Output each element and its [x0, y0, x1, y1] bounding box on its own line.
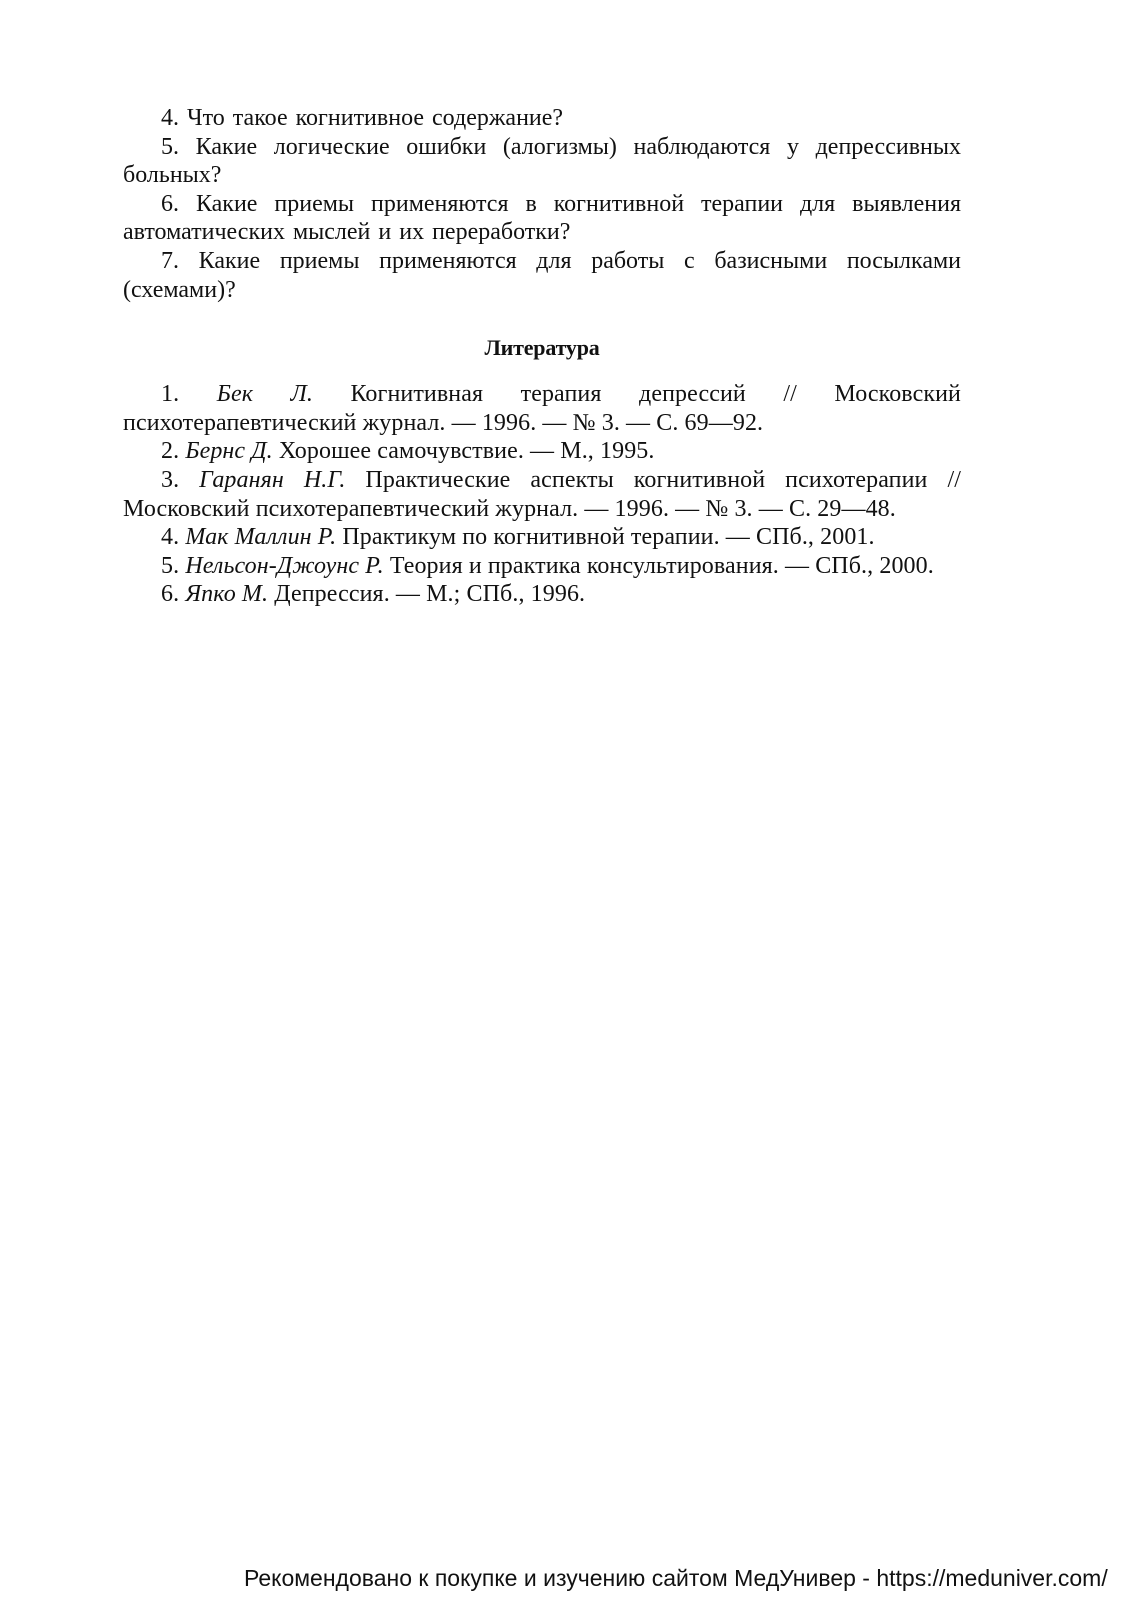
reference-author: Нельсон-Джоунс Р.	[185, 552, 384, 579]
literature-list	[123, 380, 961, 609]
question-number: 5.	[161, 133, 179, 160]
question-text: Какие логические ошибки (алогизмы) наблюдаются у депрессивных больных?	[123, 133, 962, 189]
reference-text: Хорошее самочувствие. — М., 1995.	[278, 438, 655, 465]
reference-number: 5.	[161, 552, 180, 579]
reference-item	[123, 523, 961, 552]
question-item	[123, 133, 961, 190]
reference-text: Теория и практика консультирования. — СПб., 2000.	[389, 552, 934, 579]
question-item	[123, 247, 961, 304]
reference-item	[123, 437, 961, 466]
question-number: 4.	[161, 105, 179, 131]
reference-text: Когнитивная терапия депрессий // Московский психотерапевтический журнал. — 1996. — № 3. — С. 69—92.	[123, 381, 961, 436]
reference-author: Мак Маллин Р.	[185, 524, 337, 551]
reference-author: Япко М.	[185, 581, 269, 608]
question-item	[123, 104, 961, 133]
question-number: 6.	[161, 190, 179, 217]
reference-author: Бернс Д.	[185, 438, 273, 465]
footer-recommendation: Рекомендовано к покупке и изучению сайтом МедУнивер - https://meduniver.com/	[244, 1565, 1108, 1591]
reference-item	[123, 552, 961, 581]
reference-author: Гаранян Н.Г.	[199, 466, 346, 493]
reference-author: Бек Л.	[216, 381, 313, 408]
question-text: Какие приемы применяются в когнитивной терапии для выявления автоматических мыслей и их переработки?	[123, 190, 962, 246]
reference-number: 6.	[161, 581, 180, 608]
reference-number: 1.	[161, 381, 180, 408]
reference-item	[123, 580, 961, 609]
question-text: Какие приемы применяются для работы с базисными посылками (схемами)?	[123, 247, 962, 303]
reference-text: Практические аспекты когнитивной психотерапии // Московский психотерапевтический журнал. — 1996. — № 3. — С. 29—48.	[123, 466, 962, 522]
page-body	[123, 104, 961, 609]
reference-item	[123, 380, 961, 437]
literature-heading: Литература	[484, 335, 600, 361]
question-number: 7.	[161, 247, 179, 274]
reference-item	[123, 466, 961, 523]
reference-text: Практикум по когнитивной терапии. — СПб., 2001.	[342, 524, 875, 551]
reference-text: Депрессия. — М.; СПб., 1996.	[274, 581, 586, 608]
reference-number: 4.	[161, 524, 180, 551]
reference-number: 3.	[161, 466, 180, 493]
review-questions	[123, 104, 961, 304]
reference-number: 2.	[161, 438, 180, 465]
question-item	[123, 190, 961, 247]
question-text: Что такое когнитивное содержание?	[187, 105, 564, 131]
